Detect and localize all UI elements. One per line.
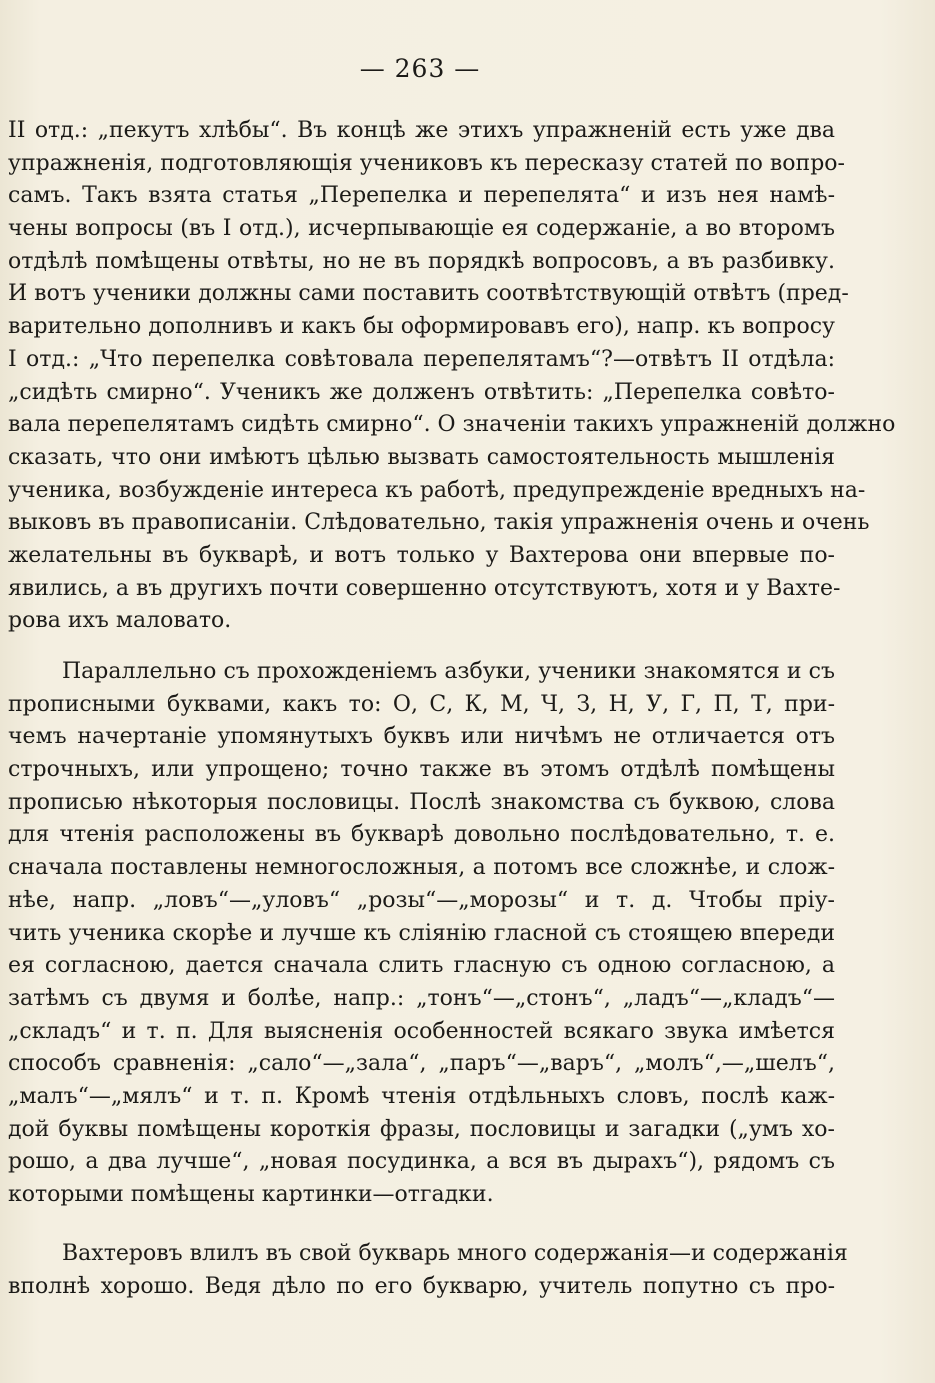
text-line: I отд.: „Что перепелка совѣтовала перепелятамъ“?—отвѣтъ II отдѣла: <box>8 346 835 372</box>
text-line: отдѣлѣ помѣщены отвѣты, но не въ порядкѣ вопросовъ, а въ разбивку. <box>8 248 835 274</box>
text-line: сначала поставлены немногосложныя, а потомъ все сложнѣе, и слож- <box>8 855 835 881</box>
text-line: рошо, а два лучше“, „новая посудинка, а вся въ дырахъ“), рядомъ съ <box>8 1149 835 1175</box>
text-line: упражненія, подготовляющія учениковъ къ пересказу статей по вопро- <box>8 150 845 176</box>
text-line: затѣмъ съ двумя и болѣе, напр.: „тонъ“—„стонъ“, „ладъ“—„кладъ“— <box>8 985 835 1011</box>
text-line: которыми помѣщены картинки—отгадки. <box>8 1182 494 1207</box>
text-line: „малъ“—„мялъ“ и т. п. Кромѣ чтенія отдѣльныхъ словъ, послѣ каж- <box>8 1083 835 1109</box>
text-line: самъ. Такъ взята статья „Перепелка и перепелята“ и изъ нея намѣ- <box>8 183 835 209</box>
text-line: строчныхъ, или упрощено; точно также въ этомъ отдѣлѣ помѣщены <box>8 757 835 783</box>
text-line: способъ сравненія: „сало“—„зала“, „паръ“—„варъ“, „молъ“,—„шелъ“, <box>8 1051 835 1077</box>
text-line: чить ученика скорѣе и лучше къ сліянію гласной съ стоящею впереди <box>8 920 835 946</box>
paragraph-1 <box>8 115 896 638</box>
text-line: чены вопросы (въ I отд.), исчерпывающіе ея содержаніе, а во второмъ <box>8 216 835 242</box>
text-line: рова ихъ маловато. <box>8 608 232 634</box>
text-line: Параллельно съ прохожденіемъ азбуки, ученики знакомятся и съ <box>62 659 835 684</box>
text-line: ученика, возбужденіе интереса къ работѣ, предупрежденіе вредныхъ на- <box>8 477 866 503</box>
text-line: ея согласною, дается сначала слить гласную съ одною согласною, а <box>8 953 835 979</box>
text-line: вполнѣ хорошо. Ведя дѣло по его букварю, учитель попутно съ про- <box>8 1273 835 1299</box>
text-line: дой буквы помѣщены короткія фразы, пословицы и загадки („умъ хо- <box>8 1116 835 1142</box>
text-line: явились, а въ другихъ почти совершенно отсутствуютъ, хотя и у Вахте- <box>8 575 841 601</box>
text-line: нѣе, напр. „ловъ“—„уловъ“ „розы“—„морозы“ и т. д. Чтобы пріу- <box>8 887 835 913</box>
text-line: „сидѣть смирно“. Ученикъ же долженъ отвѣтить: „Перепелка совѣто- <box>8 379 835 405</box>
text-line: Вахтеровъ влилъ въ свой букварь много содержанія—и содержанія <box>62 1241 848 1266</box>
text-line: для чтенія расположены въ букварѣ довольно послѣдовательно, т. е. <box>8 822 835 848</box>
paragraph-3 <box>8 1238 848 1303</box>
text-line: сказать, что они имѣютъ цѣлью вызвать самостоятельность мышленія <box>8 444 835 470</box>
text-line: II отд.: „пекутъ хлѣбы“. Въ концѣ же этихъ упражненій есть уже два <box>8 118 835 143</box>
text-line: вала перепелятамъ сидѣть смирно“. О значеніи такихъ упражненій должно <box>8 412 896 438</box>
paragraph-2 <box>8 656 835 1212</box>
text-line: варительно дополнивъ и какъ бы оформировавъ его), напр. къ вопросу <box>8 314 835 340</box>
text-line: чемъ начертаніе упомянутыхъ буквъ или ничѣмъ не отличается отъ <box>8 724 835 750</box>
text-line: выковъ въ правописаніи. Слѣдовательно, такія упражненія очень и очень <box>8 510 870 536</box>
text-line: И вотъ ученики должны сами поставить соотвѣтствующій отвѣтъ (пред- <box>8 281 849 307</box>
page-number: — 263 — <box>359 54 481 83</box>
text-line: „складъ“ и т. п. Для выясненія особенностей всякаго звука имѣется <box>8 1018 835 1044</box>
text-line: прописными буквами, какъ то: О, С, К, М, Ч, З, Н, У, Г, П, Т, при- <box>8 691 835 717</box>
text-line: желательны въ букварѣ, и вотъ только у Вахтерова они впервые по- <box>8 542 835 568</box>
text-line: прописью нѣкоторыя пословицы. Послѣ знакомства съ буквою, слова <box>8 789 835 815</box>
